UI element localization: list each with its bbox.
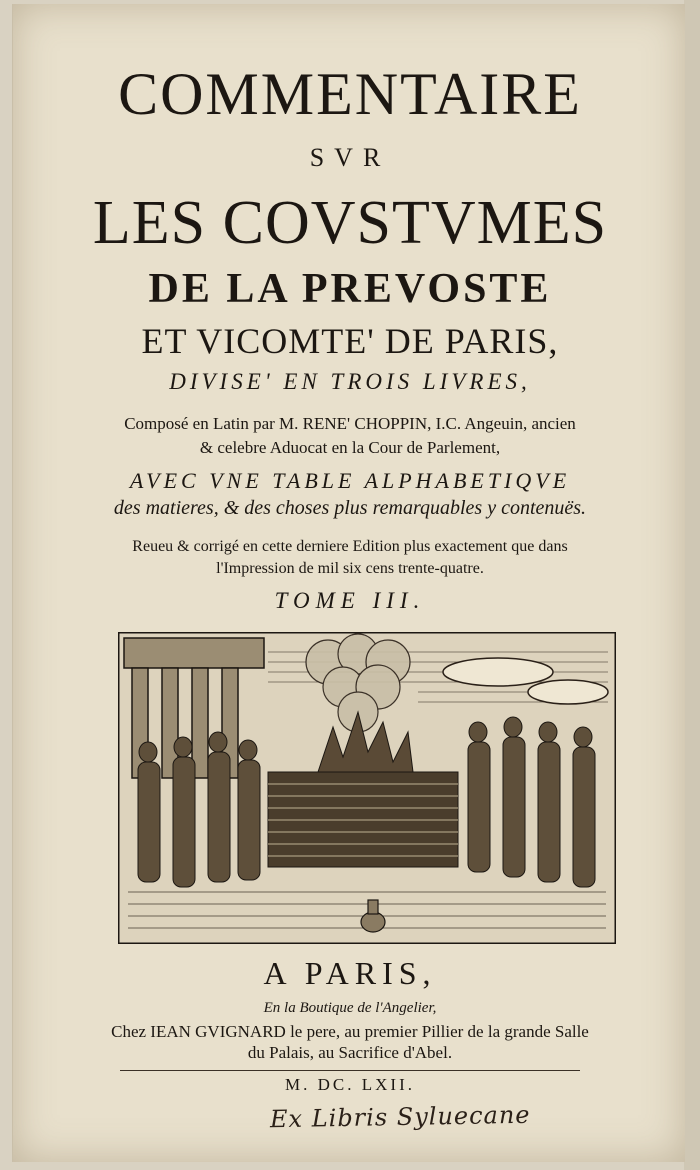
- scan-edge: [684, 0, 700, 1170]
- imprint-rule: [120, 1070, 580, 1071]
- ex-libris-inscription: Ex Libris Syluecane: [269, 1100, 531, 1134]
- imprint-city: A PARIS,: [263, 955, 437, 991]
- title-line-3: LES COVSTVMES: [92, 189, 608, 257]
- title-line-2: SVR: [309, 143, 391, 172]
- title-line-5: ET VICOMTE' DE PARIS,: [141, 321, 559, 361]
- author-line-1: Composé en Latin par M. RENE' CHOPPIN, I.C. Angeuin, ancien: [124, 414, 576, 433]
- altar: [268, 772, 458, 867]
- table-line-2: des matieres, & des choses plus remarquables y contenuës.: [113, 497, 587, 519]
- imprint-year: M. DC. LXII.: [285, 1075, 415, 1094]
- subtitle: DIVISE' EN TROIS LIVRES,: [169, 369, 531, 394]
- imprint-boutique: En la Boutique de l'Angelier,: [263, 1000, 437, 1016]
- author-line-2: & celebre Aduocat en la Cour de Parlement,: [199, 438, 501, 457]
- title-line-4: DE LA PREVOSTE: [148, 266, 552, 312]
- revision-line-1: Reueu & corrigé en cette derniere Edition plus exactement que dans: [132, 538, 568, 555]
- title-line-1: COMMENTAIRE: [118, 61, 582, 127]
- table-line-1: AVEC VNE TABLE ALPHABETIQVE: [129, 468, 571, 493]
- imprint-printer-line-2: du Palais, au Sacrifice d'Abel.: [247, 1043, 453, 1062]
- woodcut-illustration: [118, 632, 616, 944]
- tome-label: TOME III.: [274, 588, 426, 613]
- imprint-printer-line-1: Chez IEAN GVIGNARD le pere, au premier Pillier de la grande Salle: [111, 1022, 589, 1041]
- revision-line-2: l'Impression de mil six cens trente-quatre.: [216, 560, 484, 577]
